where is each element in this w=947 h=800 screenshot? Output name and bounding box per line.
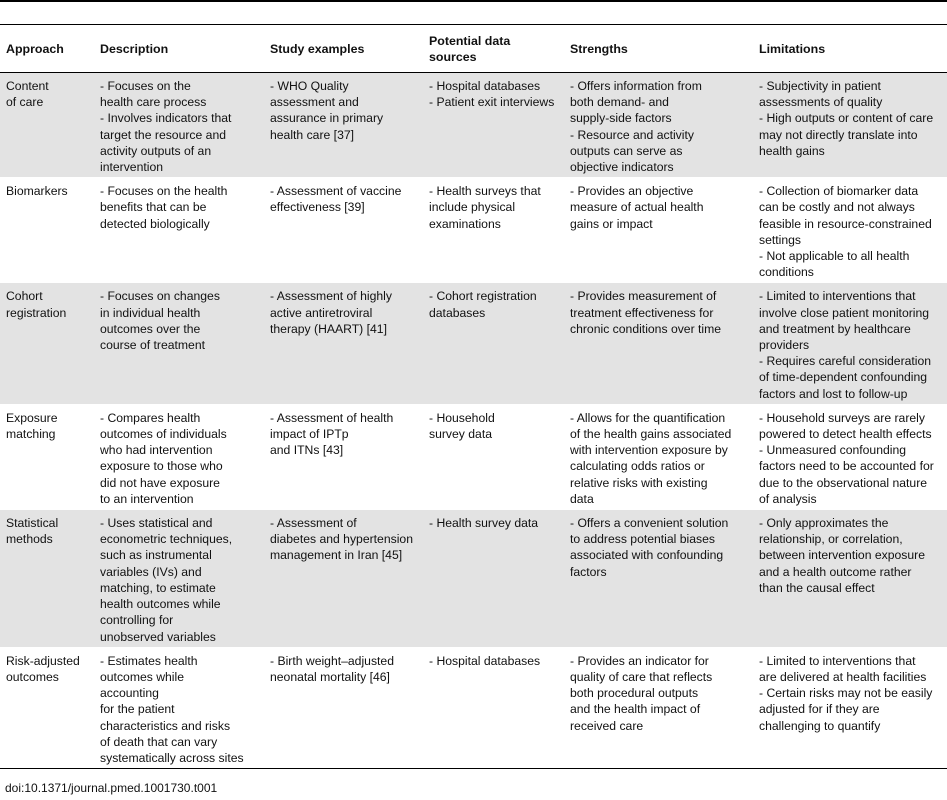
cell-line: - Uses statistical and [100, 516, 213, 531]
cell-line: both procedural outputs [570, 686, 699, 701]
cell-line: sources [429, 49, 477, 64]
cell-line: Limitations [759, 41, 826, 56]
cell-examples [264, 647, 423, 768]
cell-strengths [564, 178, 753, 283]
cell-line: than the causal effect [759, 580, 875, 595]
cell-line: examinations [429, 216, 501, 231]
cell-line: - Not applicable to all health [759, 249, 910, 264]
cell-sources [423, 510, 564, 648]
cell-line: health outcomes while [100, 597, 221, 612]
cell-examples [264, 510, 423, 648]
cell-line: outcomes over the [100, 321, 201, 336]
cell-line: databases [429, 305, 486, 320]
cell-line: data [570, 491, 594, 506]
cell-line: Description [100, 41, 169, 56]
cell-line: Statistical [6, 516, 59, 531]
cell-line: - Offers a convenient solution [570, 516, 729, 531]
cell-limitations [753, 404, 947, 509]
cell-line: - Health surveys that [429, 184, 541, 199]
cell-approach [0, 178, 94, 283]
cell-line: - Resource and activity [570, 127, 694, 142]
table-row [0, 178, 947, 283]
cell-line: - Assessment of health [270, 410, 394, 425]
cell-line: Exposure [6, 410, 58, 425]
cell-sources [423, 178, 564, 283]
table-row [0, 73, 947, 178]
cell-line: detected biologically [100, 216, 210, 231]
cell-line: and treatment by healthcare [759, 321, 911, 336]
cell-line: methods [6, 532, 53, 547]
cell-line: measure of actual health [570, 200, 704, 215]
doi-caption[interactable]: doi:10.1371/journal.pmed.1001730.t001 [5, 781, 218, 795]
cell-line: adjusted for if they are [759, 702, 880, 717]
cell-line: controlling for [100, 613, 174, 628]
cell-line: objective indicators [570, 160, 674, 175]
cell-line: Content [6, 79, 49, 93]
cell-line: - Collection of biomarker data [759, 184, 919, 199]
cell-line: systematically across sites [100, 750, 244, 765]
cell-line: matching, to estimate [100, 580, 216, 595]
cell-line: outcomes [6, 669, 59, 684]
cell-strengths [564, 510, 753, 648]
cell-strengths [564, 404, 753, 509]
cell-sources [423, 647, 564, 768]
cell-line: - Focuses on the [100, 79, 191, 93]
cell-line: - Subjectivity in patient [759, 79, 881, 93]
cell-line: associated with confounding [570, 548, 724, 563]
cell-line: can be costly and not always [759, 200, 915, 215]
cell-line: exposure to those who [100, 459, 223, 474]
cell-line: relationship, or correlation, [759, 532, 903, 547]
cell-line: activity outputs of an [100, 143, 212, 158]
cell-line: conditions [759, 265, 814, 280]
cell-line: diabetes and hypertension [270, 532, 413, 547]
cell-line: of care [6, 95, 44, 110]
cell-line: such as instrumental [100, 548, 212, 563]
cell-approach [0, 647, 94, 768]
cell-line: course of treatment [100, 338, 205, 353]
cell-line: - Allows for the quantification [570, 410, 726, 425]
cell-line: factors [570, 564, 607, 579]
cell-line: factors and lost to follow-up [759, 386, 908, 401]
cell-line: registration [6, 305, 67, 320]
cell-line: management in Iran [45] [270, 548, 403, 563]
table-row [0, 283, 947, 404]
cell-line: - Involves indicators that [100, 111, 232, 126]
cell-line: factors need to be accounted for [759, 459, 934, 474]
cell-line: Approach [6, 41, 64, 56]
cell-sources [423, 283, 564, 404]
cell-line: - Assessment of vaccine [270, 184, 402, 199]
cell-examples [264, 283, 423, 404]
cell-line: - Household [429, 410, 495, 425]
cell-line: and the health impact of [570, 702, 701, 717]
cell-line: Biomarkers [6, 184, 68, 199]
cell-line: intervention [100, 160, 164, 175]
cell-line: survey data [429, 427, 493, 442]
cell-line: received care [570, 718, 644, 733]
cell-line: in individual health [100, 305, 201, 320]
cell-line: providers [759, 338, 810, 353]
cell-line: - Limited to interventions that [759, 653, 916, 668]
cell-line: - Provides an indicator for [570, 653, 709, 668]
cell-line: outcomes of individuals [100, 427, 227, 442]
cell-line: - Cohort registration [429, 289, 537, 304]
cell-strengths [564, 73, 753, 178]
cell-line: relative risks with existing [570, 475, 708, 490]
cell-line: characteristics and risks [100, 718, 231, 733]
cell-line: - Hospital databases [429, 79, 541, 93]
cell-limitations [753, 283, 947, 404]
cell-line: - Hospital databases [429, 653, 541, 668]
table-body [0, 73, 947, 769]
cell-line: of time-dependent confounding [759, 370, 928, 385]
cell-strengths [564, 647, 753, 768]
cell-sources [423, 404, 564, 509]
cell-line: outputs can serve as [570, 143, 683, 158]
cell-limitations [753, 178, 947, 283]
cell-line: powered to detect health effects [759, 427, 932, 442]
approaches-table [0, 25, 947, 769]
table-row [0, 404, 947, 509]
cell-line: Potential data [429, 33, 511, 48]
cell-line: to an intervention [100, 491, 194, 506]
cell-line: with intervention exposure by [570, 443, 728, 458]
cell-approach [0, 510, 94, 648]
cell-line: assessments of quality [759, 95, 883, 110]
cell-line: - Provides measurement of [570, 289, 717, 304]
cell-description [94, 404, 264, 509]
table-row [0, 510, 947, 648]
cell-line: to address potential biases [570, 532, 715, 547]
cell-line: did not have exposure [100, 475, 220, 490]
cell-line: of the health gains associated [570, 427, 732, 442]
cell-line: impact of IPTp [270, 427, 349, 442]
cell-line: - Assessment of [270, 516, 357, 531]
cell-line: - High outputs or content of care [759, 111, 934, 126]
table-row [0, 647, 947, 768]
cell-limitations [753, 647, 947, 768]
cell-line: - Household surveys are rarely [759, 410, 925, 425]
cell-line: health care process [100, 95, 207, 110]
cell-line: - Provides an objective [570, 184, 694, 199]
cell-line: accounting [100, 686, 159, 701]
cell-line: chronic conditions over time [570, 321, 722, 336]
cell-approach [0, 283, 94, 404]
cell-line: Risk-adjusted [6, 653, 80, 668]
cell-description [94, 178, 264, 283]
table-top-rule [0, 0, 947, 2]
cell-sources [423, 73, 564, 178]
cell-line: therapy (HAART) [41] [270, 321, 387, 336]
cell-line: Strengths [570, 41, 628, 56]
cell-line: neonatal mortality [46] [270, 669, 390, 684]
cell-limitations [753, 73, 947, 178]
cell-line: of death that can vary [100, 734, 218, 749]
cell-line: - Limited to interventions that [759, 289, 916, 304]
cell-line: supply-side factors [570, 111, 672, 126]
cell-line: - Only approximates the [759, 516, 889, 531]
cell-line: health care [37] [270, 127, 355, 142]
header-strengths [564, 25, 753, 73]
cell-approach [0, 73, 94, 178]
cell-line: - Unmeasured confounding [759, 443, 907, 458]
cell-description [94, 647, 264, 768]
cell-line: who had intervention [100, 443, 213, 458]
cell-line: calculating odds ratios or [570, 459, 705, 474]
cell-line: assurance in primary [270, 111, 384, 126]
cell-line: and a health outcome rather [759, 564, 912, 579]
cell-line: treatment effectiveness for [570, 305, 714, 320]
cell-line: target the resource and [100, 127, 227, 142]
cell-line: matching [6, 427, 56, 442]
cell-examples [264, 404, 423, 509]
cell-approach [0, 404, 94, 509]
cell-line: feasible in resource-constrained [759, 216, 932, 231]
cell-line: gains or impact [570, 216, 653, 231]
cell-line: of analysis [759, 491, 817, 506]
cell-line: unobserved variables [100, 629, 216, 644]
cell-line: benefits that can be [100, 200, 207, 215]
cell-line: - Compares health [100, 410, 201, 425]
cell-strengths [564, 283, 753, 404]
cell-line: due to the observational nature [759, 475, 928, 490]
cell-line: assessment and [270, 95, 359, 110]
cell-line: health gains [759, 143, 825, 158]
cell-line: - Requires careful consideration [759, 354, 932, 369]
cell-description [94, 510, 264, 648]
cell-line: - Certain risks may not be easily [759, 686, 933, 701]
cell-line: are delivered at health facilities [759, 669, 927, 684]
header-limitations [753, 25, 947, 73]
cell-line: - Birth weight–adjusted [270, 653, 394, 668]
cell-line: include physical [429, 200, 516, 215]
cell-line: - Estimates health [100, 653, 198, 668]
cell-line: and ITNs [43] [270, 443, 344, 458]
cell-line: econometric techniques, [100, 532, 233, 547]
cell-description [94, 283, 264, 404]
cell-line: for the patient [100, 702, 175, 717]
cell-line: active antiretroviral [270, 305, 373, 320]
cell-line: involve close patient monitoring [759, 305, 930, 320]
cell-line: - Focuses on the health [100, 184, 228, 199]
table-header-row [0, 25, 947, 73]
cell-line: both demand- and [570, 95, 669, 110]
cell-line: quality of care that reflects [570, 669, 713, 684]
cell-line: effectiveness [39] [270, 200, 365, 215]
cell-line: Cohort [6, 289, 43, 304]
header-description [94, 25, 264, 73]
cell-line: settings [759, 232, 802, 247]
cell-line: between intervention exposure [759, 548, 925, 563]
header-examples [264, 25, 423, 73]
cell-line: outcomes while [100, 669, 184, 684]
cell-line: variables (IVs) and [100, 564, 202, 579]
cell-line: - Patient exit interviews [429, 95, 555, 110]
cell-line: - Offers information from [570, 79, 702, 93]
cell-line: Study examples [270, 41, 365, 56]
cell-line: - Focuses on changes [100, 289, 220, 304]
cell-examples [264, 73, 423, 178]
cell-examples [264, 178, 423, 283]
header-sources [423, 25, 564, 73]
cell-line: - WHO Quality [270, 79, 349, 93]
cell-line: challenging to quantify [759, 718, 881, 733]
cell-description [94, 73, 264, 178]
cell-line: - Health survey data [429, 516, 539, 531]
header-approach [0, 25, 94, 73]
cell-limitations [753, 510, 947, 648]
cell-line: - Assessment of highly [270, 289, 392, 304]
cell-line: may not directly translate into [759, 127, 918, 142]
